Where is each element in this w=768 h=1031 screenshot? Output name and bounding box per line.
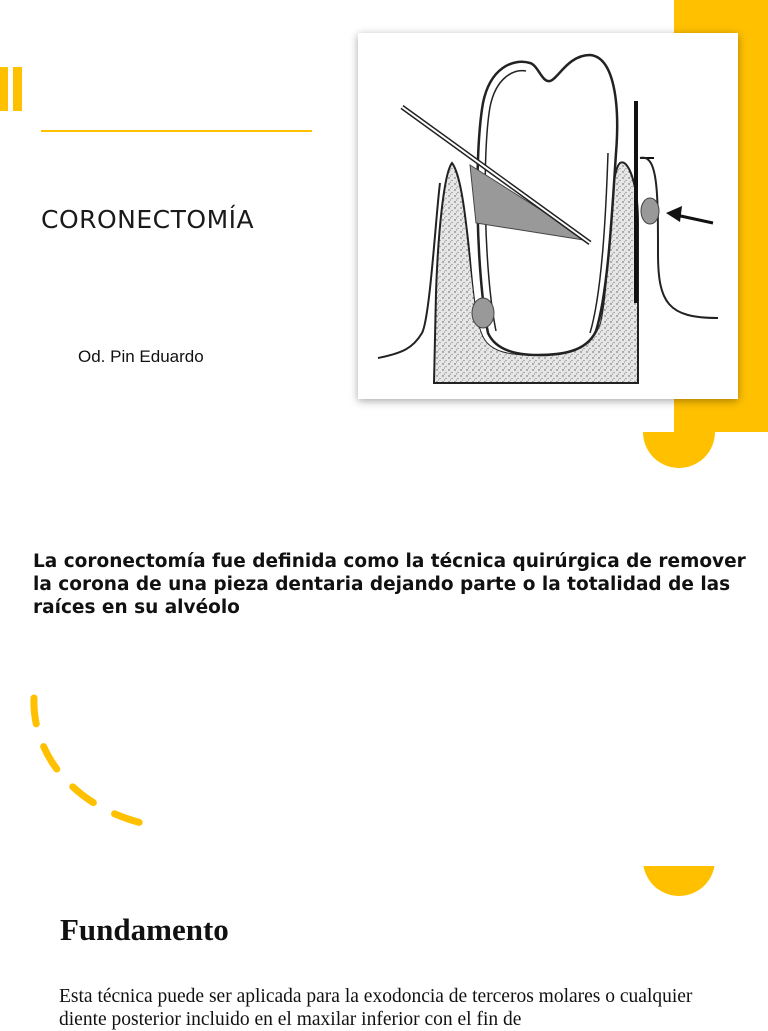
title-rule: [41, 130, 312, 132]
decorative-dashed-arc: [20, 690, 170, 840]
author-name: Od. Pin Eduardo: [78, 347, 204, 366]
body-paragraph: Esta técnica puede ser aplicada para la exodoncia de terceros molares o cualquier diente posterior incluido en el maxilar inferior con el fin de: [59, 986, 693, 1030]
tooth-diagram-image: [358, 33, 738, 399]
accent-bar: [13, 67, 22, 111]
section-heading: Fundamento: [60, 912, 229, 947]
slide-title: CORONECTOMÍA: [41, 205, 255, 234]
accent-bar: [0, 67, 8, 111]
definition-text: La coronectomía fue definida como la técnica quirúrgica de remover la corona de una pieza dentaria dejando parte o la totalidad de las raíces en su alvéolo: [33, 551, 746, 618]
coronectomy-illustration: [358, 33, 738, 399]
decorative-semicircle: [643, 866, 715, 896]
decorative-semicircle: [643, 432, 715, 468]
